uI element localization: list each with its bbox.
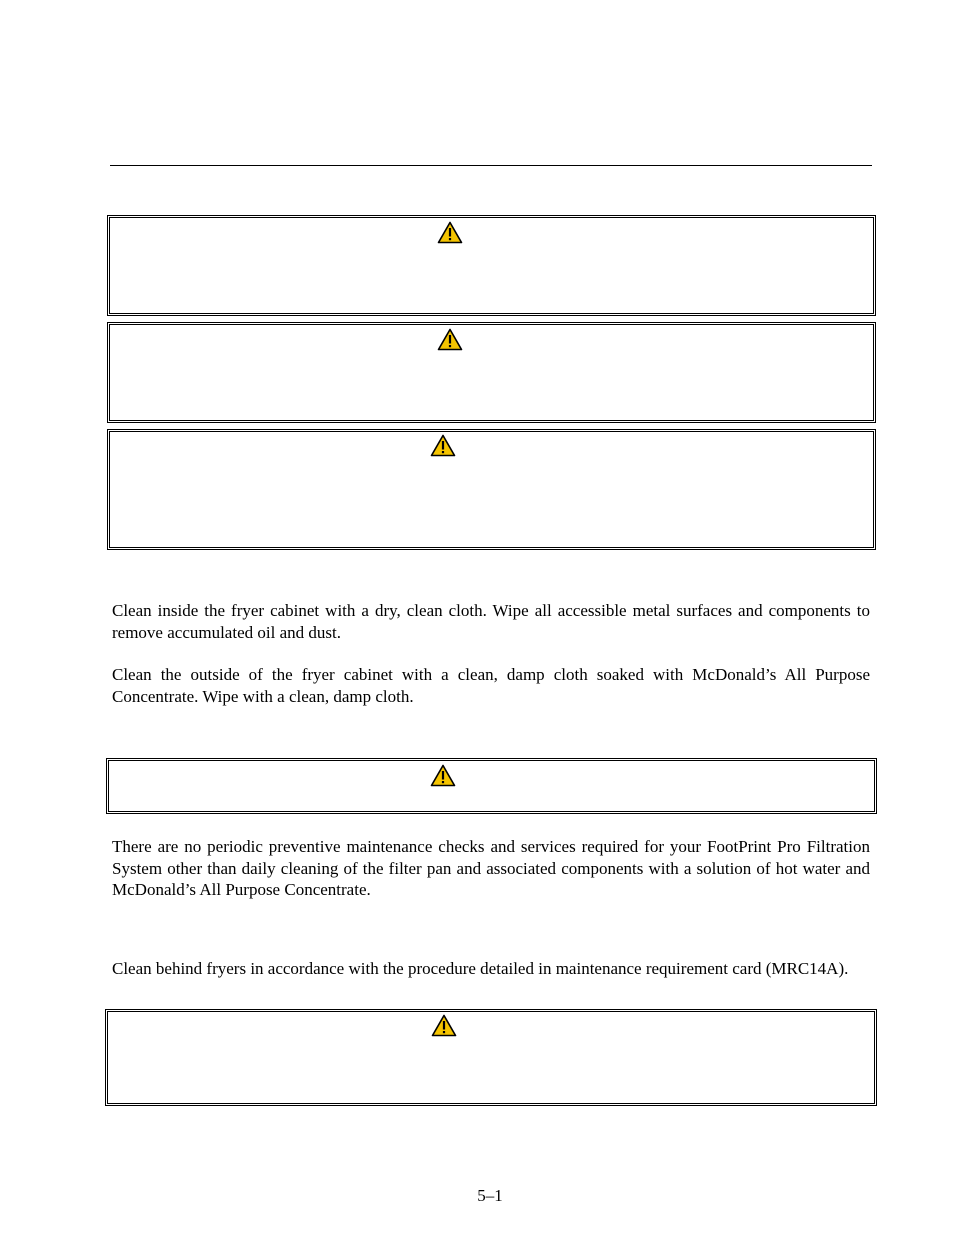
paragraph-filtration: There are no periodic preventive maintenance checks and services required for your FootPrint Pro Filtration System other than daily cleaning of the filter pan and associated components with a solution of hot water and McDonald’s All Purpose Concentrate. xyxy=(112,837,870,899)
page-number: 5–1 xyxy=(477,1186,503,1205)
header-rule xyxy=(110,165,872,166)
warning-box-1 xyxy=(107,215,876,316)
paragraph-behind-fryers: Clean behind fryers in accordance with the procedure detailed in maintenance requirement card (MRC14A). xyxy=(112,959,849,978)
warning-box-2 xyxy=(107,322,876,423)
paragraph-cabinet-inside: Clean inside the fryer cabinet with a dry, clean cloth. Wipe all accessible metal surfaces and components to remove accumulated oil and dust. xyxy=(112,601,870,642)
warning-box-5 xyxy=(105,1009,877,1106)
paragraph-cabinet-outside: Clean the outside of the fryer cabinet with a clean, damp cloth soaked with McDonald’s All Purpose Concentrate. Wipe with a clean, damp cloth. xyxy=(112,665,870,706)
warning-triangle-icon xyxy=(431,1014,457,1037)
warning-triangle-icon xyxy=(437,328,463,351)
warning-box-4 xyxy=(106,758,877,814)
warning-triangle-icon xyxy=(430,764,456,787)
warning-triangle-icon xyxy=(437,221,463,244)
warning-triangle-icon xyxy=(430,434,456,457)
warning-box-3 xyxy=(107,429,876,550)
